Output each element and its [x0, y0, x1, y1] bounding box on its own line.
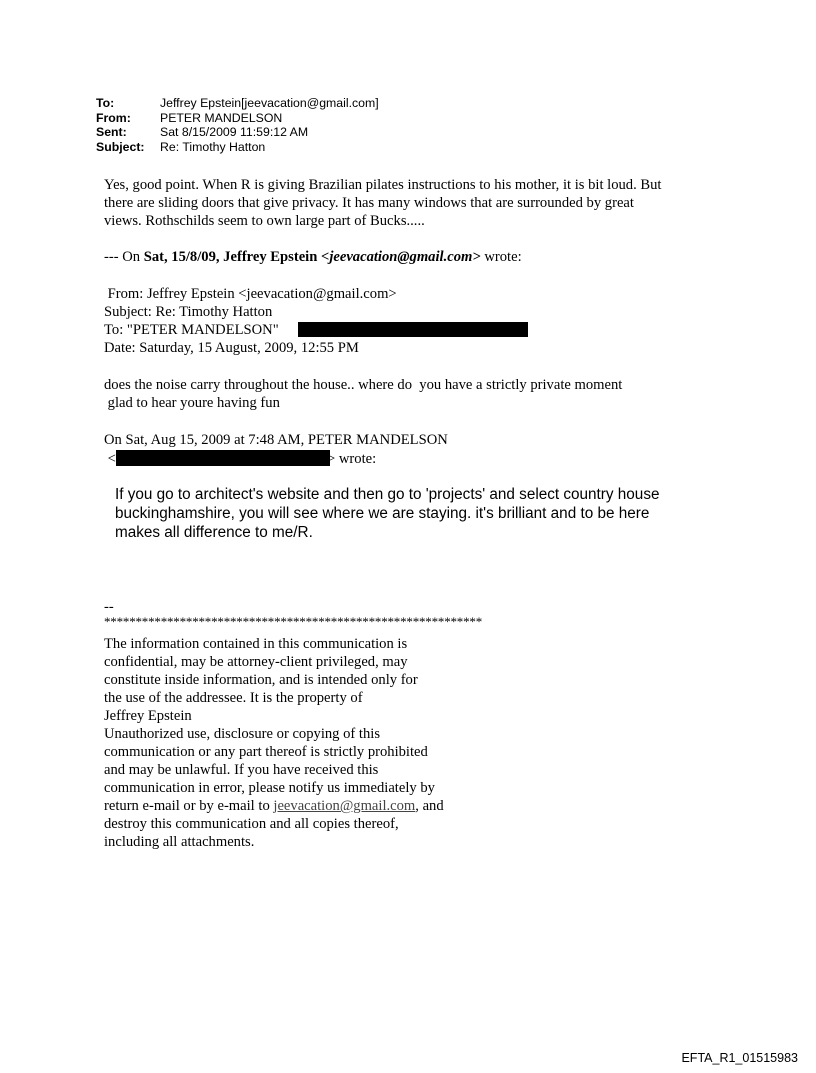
reply-line-3: views. Rothschilds seem to own large part of Bucks..... [104, 213, 425, 229]
header-sent-row [96, 125, 379, 140]
quote-intro-date: Sat, 15/8/09, Jeffrey Epstein [143, 249, 321, 265]
subject-label: Subject: [96, 139, 145, 154]
sent-label: Sent: [96, 125, 127, 139]
quoted-to: To: "PETER MANDELSON" [104, 322, 279, 338]
quoted-date: Date: Saturday, 15 August, 2009, 12:55 PM [104, 340, 359, 356]
header-subject-row [96, 140, 379, 155]
signature-stars: ************************************************************ [104, 614, 483, 629]
quoted-subject: Subject: Re: Timothy Hatton [104, 304, 273, 320]
quote-intro-prefix: --- On [104, 249, 144, 265]
second-quote-close: > wrote: [327, 451, 377, 467]
disclaimer-line-5: Jeffrey Epstein [104, 708, 192, 724]
document-id: EFTA_R1_01515983 [681, 1051, 798, 1065]
inner-message-line-1: If you go to architect's website and then go to 'projects' and select country house [115, 486, 660, 503]
quoted-from: From: Jeffrey Epstein <jeevacation@gmail.com> [104, 286, 397, 302]
disclaimer-line-2: confidential, may be attorney-client privileged, may [104, 654, 408, 670]
header-from-row [96, 111, 379, 126]
quote-intro-email: <jeevacation@gmail.com> [321, 249, 481, 265]
to-value: Jeffrey Epstein[jeevacation@gmail.com] [160, 96, 379, 110]
disclaimer-line-4: the use of the addressee. It is the property of [104, 690, 363, 706]
redaction-bar-email [116, 450, 330, 466]
second-quote-line: On Sat, Aug 15, 2009 at 7:48 AM, PETER MANDELSON [104, 432, 448, 448]
disclaimer-line-1: The information contained in this communication is [104, 636, 408, 652]
disclaimer-line-12: including all attachments. [104, 834, 255, 850]
disclaimer-line-3: constitute inside information, and is intended only for [104, 672, 418, 688]
disclaimer-line-10-post: , and [415, 798, 444, 814]
disclaimer-line-9: communication in error, please notify us immediately by [104, 780, 435, 796]
disclaimer-line-10 [104, 797, 444, 815]
disclaimer-line-11: destroy this communication and all copies thereof, [104, 816, 399, 832]
inner-message-line-3: makes all difference to me/R. [115, 524, 313, 541]
header-to-row [96, 96, 379, 111]
quote-intro [104, 248, 522, 266]
disclaimer-line-6: Unauthorized use, disclosure or copying of this [104, 726, 381, 742]
to-label: To: [96, 96, 115, 110]
sent-value: Sat 8/15/2009 11:59:12 AM [160, 125, 309, 139]
disclaimer-email-link[interactable]: jeevacation@gmail.com [273, 798, 416, 814]
from-label: From: [96, 110, 131, 125]
subject-value: Re: Timothy Hatton [160, 139, 266, 154]
redaction-bar-to [298, 322, 528, 337]
from-value: PETER MANDELSON [160, 110, 283, 125]
email-header [96, 96, 379, 154]
second-quote-open: < [104, 451, 116, 467]
quote-intro-suffix: wrote: [480, 249, 522, 265]
inner-message-line-2: buckinghamshire, you will see where we are staying. it's brilliant and to be here [115, 505, 650, 522]
disclaimer-line-10-pre: return e-mail or by e-mail to [104, 798, 274, 814]
quoted-body-line-2: glad to hear youre having fun [104, 395, 280, 411]
signature-dashes: -- [104, 599, 114, 615]
disclaimer-line-8: and may be unlawful. If you have received this [104, 762, 379, 778]
reply-line-2: there are sliding doors that give privacy. It has many windows that are surrounded by great [104, 195, 634, 211]
disclaimer-line-7: communication or any part thereof is strictly prohibited [104, 744, 428, 760]
reply-line-1: Yes, good point. When R is giving Brazilian pilates instructions to his mother, it is bit loud. But [104, 177, 662, 193]
quoted-body-line-1: does the noise carry throughout the house.. where do you have a strictly private moment [104, 377, 623, 393]
